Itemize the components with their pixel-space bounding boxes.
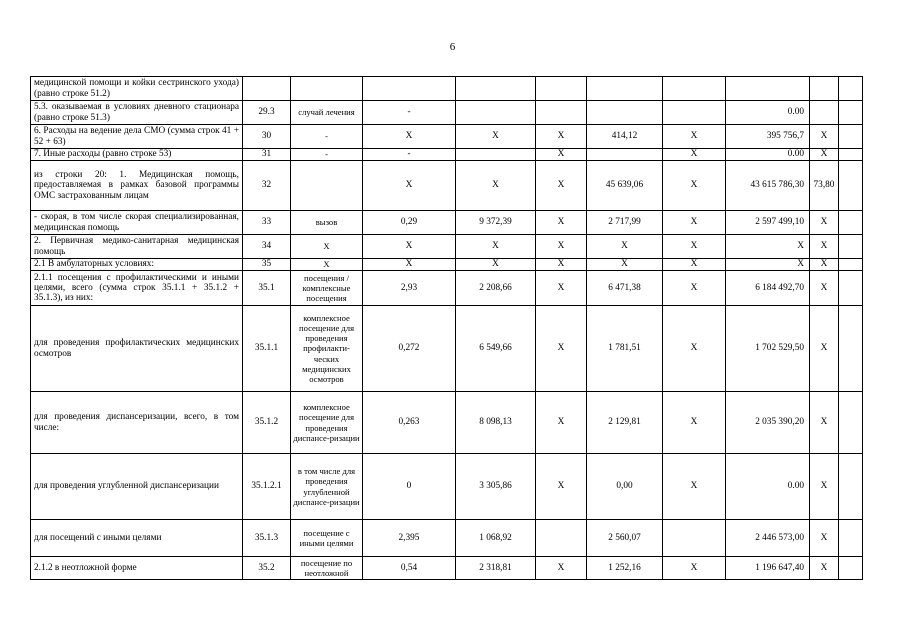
table-cell-col-7: 6 471,38	[587, 271, 663, 306]
table-cell-col-1: для проведения диспансеризации, всего, в том числе:	[31, 392, 243, 454]
table-cell-col-2: 32	[243, 161, 291, 211]
table-cell-col-7: 1 252,16	[587, 557, 663, 580]
table-cell-col-11	[839, 101, 863, 125]
table-cell-col-10: X	[810, 392, 839, 454]
table-cell-col-6: X	[536, 259, 587, 271]
table-cell-col-10: X	[810, 557, 839, 580]
table-cell-col-9: 395 756,7	[726, 125, 810, 149]
table-cell-col-7	[587, 149, 663, 161]
table-cell-col-4: 2,93	[363, 271, 456, 306]
table-cell-col-8: X	[663, 271, 726, 306]
table-cell-col-5: 9 372,39	[456, 211, 536, 235]
table-cell-col-4: 0,54	[363, 557, 456, 580]
table-cell-col-5: 2 318,81	[456, 557, 536, 580]
table-cell-col-7: 2 717,99	[587, 211, 663, 235]
table-cell-col-8: X	[663, 259, 726, 271]
table-cell-col-9: 1 702 529,50	[726, 306, 810, 392]
table-cell-col-3	[291, 161, 363, 211]
table-cell-col-10: X	[810, 235, 839, 259]
table-cell-col-9: 0.00	[726, 454, 810, 520]
table-cell-col-9: 0.00	[726, 149, 810, 161]
table-cell-col-7: 1 781,51	[587, 306, 663, 392]
table-cell-col-4: 0	[363, 454, 456, 520]
row-primary-care	[31, 235, 863, 259]
table-cell-col-9: X	[726, 259, 810, 271]
table-cell-col-2: 35.1.1	[243, 306, 291, 392]
table-cell-col-6: X	[536, 392, 587, 454]
row-smo-expenses	[31, 125, 863, 149]
table-cell-col-3: посещения / комплексные посещения	[291, 271, 363, 306]
table-cell-col-2: 31	[243, 149, 291, 161]
table-cell-col-1: 5.3. оказываемая в условиях дневного стационара (равно строке 51.3)	[31, 101, 243, 125]
row-basic-program	[31, 161, 863, 211]
table-cell-col-6: X	[536, 149, 587, 161]
table-cell-col-2: 35.1.2	[243, 392, 291, 454]
table-cell-col-8	[663, 520, 726, 557]
table-cell-col-4: -	[363, 101, 456, 125]
table-cell-col-6	[536, 77, 587, 101]
table-cell-col-6: X	[536, 557, 587, 580]
row-day-hospital	[31, 101, 863, 125]
table-cell-col-11	[839, 235, 863, 259]
table-cell-col-2: 35.1	[243, 271, 291, 306]
table-cell-col-5: X	[456, 259, 536, 271]
table-cell-col-5	[456, 77, 536, 101]
table-cell-col-2: 33	[243, 211, 291, 235]
table-cell-col-4: X	[363, 125, 456, 149]
table-cell-col-9: 2 446 573,00	[726, 520, 810, 557]
table-cell-col-4: X	[363, 235, 456, 259]
table-cell-col-8: X	[663, 149, 726, 161]
table-cell-col-9	[726, 77, 810, 101]
table-cell-col-7: 2 560,07	[587, 520, 663, 557]
row-urgent-form	[31, 557, 863, 580]
table-cell-col-6	[536, 101, 587, 125]
table-cell-col-10	[810, 101, 839, 125]
table-cell-col-6: X	[536, 271, 587, 306]
table-cell-col-8: X	[663, 125, 726, 149]
table-cell-col-8: X	[663, 557, 726, 580]
table-cell-col-11	[839, 392, 863, 454]
row-dispensarization	[31, 392, 863, 454]
table-cell-col-11	[839, 149, 863, 161]
page-number: 6	[449, 41, 456, 53]
table-cell-col-1: из строки 20: 1. Медицинская помощь, предоставляемая в рамках базовой программы ОМС застрахованным лицам	[31, 161, 243, 211]
table-cell-col-9: 0.00	[726, 101, 810, 125]
row-ambulance	[31, 211, 863, 235]
report-table	[30, 76, 863, 580]
table-cell-col-2: 35.2	[243, 557, 291, 580]
table-cell-col-7: X	[587, 235, 663, 259]
table-cell-col-1: 2.1.2 в неотложной форме	[31, 557, 243, 580]
table-cell-col-6: X	[536, 306, 587, 392]
table-cell-col-1: медицинской помощи и койки сестринского ухода) (равно строке 51.2)	[31, 77, 243, 101]
table-cell-col-6	[536, 520, 587, 557]
table-cell-col-6: X	[536, 125, 587, 149]
table-cell-col-3: посещение с иными целями	[291, 520, 363, 557]
table-cell-col-4: 0,263	[363, 392, 456, 454]
table-cell-col-1: 2.1 В амбулаторных условиях:	[31, 259, 243, 271]
table-cell-col-10: X	[810, 520, 839, 557]
table-cell-col-11	[839, 125, 863, 149]
table-cell-col-3	[291, 77, 363, 101]
table-cell-col-2	[243, 77, 291, 101]
table-cell-col-1: 7. Иные расходы (равно строке 53)	[31, 149, 243, 161]
table-cell-col-4: 0,29	[363, 211, 456, 235]
table-cell-col-1: - скорая, в том числе скорая специализированная, медицинская помощь	[31, 211, 243, 235]
table-cell-col-11	[839, 271, 863, 306]
table-cell-col-8: X	[663, 392, 726, 454]
table-cell-col-9: 6 184 492,70	[726, 271, 810, 306]
table-cell-col-7: 414,12	[587, 125, 663, 149]
table-cell-col-9: 2 035 390,20	[726, 392, 810, 454]
table-cell-col-4: -	[363, 149, 456, 161]
table-cell-col-8: X	[663, 235, 726, 259]
table-cell-col-10: X	[810, 306, 839, 392]
row-deep-dispensarization	[31, 454, 863, 520]
row-medical-care-nursing	[31, 77, 863, 101]
table-cell-col-2: 35.1.3	[243, 520, 291, 557]
table-cell-col-4: 0,272	[363, 306, 456, 392]
table-cell-col-5: 2 208,66	[456, 271, 536, 306]
table-cell-col-7: 45 639,06	[587, 161, 663, 211]
table-cell-col-8	[663, 77, 726, 101]
table-cell-col-2: 30	[243, 125, 291, 149]
table-cell-col-5: 8 098,13	[456, 392, 536, 454]
row-preventive-exams	[31, 306, 863, 392]
table-cell-col-8: X	[663, 306, 726, 392]
table-cell-col-4: 2,395	[363, 520, 456, 557]
table-cell-col-4: X	[363, 161, 456, 211]
table-cell-col-10: X	[810, 211, 839, 235]
table-cell-col-11	[839, 454, 863, 520]
table-cell-col-3: посещение по неотложной	[291, 557, 363, 580]
table-cell-col-11	[839, 557, 863, 580]
row-other-expenses	[31, 149, 863, 161]
table-cell-col-1: 6. Расходы на ведение дела СМО (сумма строк 41 + 52 + 63)	[31, 125, 243, 149]
table-cell-col-9: 1 196 647,40	[726, 557, 810, 580]
row-outpatient	[31, 259, 863, 271]
table-cell-col-10: X	[810, 454, 839, 520]
table-cell-col-10: X	[810, 259, 839, 271]
table-cell-col-3: в том числе для проведения углубленной диспансе-ризации	[291, 454, 363, 520]
table-cell-col-5: 3 305,86	[456, 454, 536, 520]
table-cell-col-6: X	[536, 161, 587, 211]
table-cell-col-11	[839, 306, 863, 392]
table-cell-col-3: вызов	[291, 211, 363, 235]
table-cell-col-5: X	[456, 161, 536, 211]
table-cell-col-11	[839, 77, 863, 101]
table-cell-col-6: X	[536, 211, 587, 235]
table-cell-col-1: 2.1.1 посещения с профилактическими и иными целями, всего (сумма строк 35.1.1 + 35.1.2 + 35.1.3), из них:	[31, 271, 243, 306]
table-cell-col-6: X	[536, 454, 587, 520]
table-cell-col-11	[839, 211, 863, 235]
table-cell-col-3: комплексное посещение для проведения диспансе-ризации	[291, 392, 363, 454]
table-cell-col-11	[839, 520, 863, 557]
table-cell-col-9: 2 597 499,10	[726, 211, 810, 235]
table-cell-col-1: для проведения профилактических медицинских осмотров	[31, 306, 243, 392]
table-cell-col-11	[839, 161, 863, 211]
table-cell-col-8: X	[663, 161, 726, 211]
table-cell-col-7: X	[587, 259, 663, 271]
table-cell-col-2: 35	[243, 259, 291, 271]
table-cell-col-9: X	[726, 235, 810, 259]
table-cell-col-2: 35.1.2.1	[243, 454, 291, 520]
table-cell-col-8: X	[663, 211, 726, 235]
table-cell-col-4	[363, 77, 456, 101]
table-cell-col-1: 2. Первичная медико-санитарная медицинская помощь	[31, 235, 243, 259]
table-cell-col-8: X	[663, 454, 726, 520]
table-cell-col-10: X	[810, 271, 839, 306]
table-cell-col-2: 29.3	[243, 101, 291, 125]
table-cell-col-7	[587, 101, 663, 125]
table-cell-col-5: X	[456, 125, 536, 149]
table-cell-col-4: X	[363, 259, 456, 271]
row-preventive-visits	[31, 271, 863, 306]
table-cell-col-5	[456, 149, 536, 161]
table-cell-col-7	[587, 77, 663, 101]
table-cell-col-3: комплексное посещение для проведения профилакти-ческих медицинских осмотров	[291, 306, 363, 392]
table-cell-col-2: 34	[243, 235, 291, 259]
table-cell-col-9: 43 615 786,30	[726, 161, 810, 211]
table-cell-col-5: 6 549,66	[456, 306, 536, 392]
table-cell-col-5: X	[456, 235, 536, 259]
table-cell-col-10	[810, 77, 839, 101]
table-cell-col-7: 2 129,81	[587, 392, 663, 454]
row-other-visits	[31, 520, 863, 557]
table-cell-col-5	[456, 101, 536, 125]
table-cell-col-11	[839, 259, 863, 271]
report-table-wrapper	[30, 76, 863, 580]
table-cell-col-1: для посещений с иными целями	[31, 520, 243, 557]
table-cell-col-1: для проведения углубленной диспансеризации	[31, 454, 243, 520]
table-cell-col-3: -	[291, 149, 363, 161]
table-cell-col-10: X	[810, 149, 839, 161]
table-cell-col-6: X	[536, 235, 587, 259]
table-cell-col-10: 73,80	[810, 161, 839, 211]
table-cell-col-7: 0,00	[587, 454, 663, 520]
table-cell-col-3: -	[291, 125, 363, 149]
table-cell-col-3: X	[291, 259, 363, 271]
table-cell-col-10: X	[810, 125, 839, 149]
table-cell-col-3: случай лечения	[291, 101, 363, 125]
table-cell-col-8	[663, 101, 726, 125]
table-cell-col-3: X	[291, 235, 363, 259]
table-cell-col-5: 1 068,92	[456, 520, 536, 557]
